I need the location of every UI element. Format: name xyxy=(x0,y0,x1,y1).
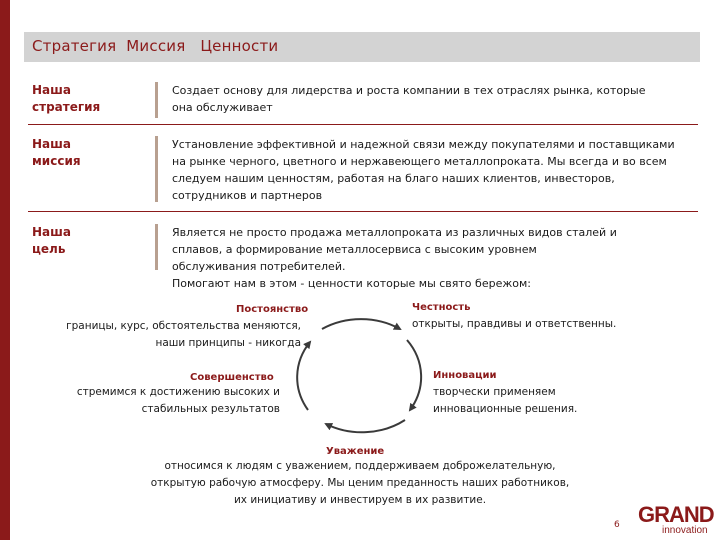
value-text-line: открытую рабочую атмосферу. Мы ценим преданность наших работников, xyxy=(150,477,570,489)
strategy-label-line2: стратегия xyxy=(32,100,101,114)
value-innovation-text xyxy=(433,384,577,418)
value-text-line: наши принципы - никогда xyxy=(155,337,301,349)
mission-label-line2: миссия xyxy=(32,154,81,168)
goal-text-line: Помогают нам в этом - ценности которые мы свято бережом: xyxy=(172,277,531,290)
value-text-line: стремимся к достижению высоких и xyxy=(76,386,280,398)
goal-text-line: Является не просто продажа металлопроката из различных видов сталей и xyxy=(172,226,617,239)
goal-text-line: обслуживания потребителей. xyxy=(172,260,346,273)
cycle-arrow-right xyxy=(407,340,421,410)
goal-label-line2: цель xyxy=(32,242,66,256)
strategy-text-line: Создает основу для лидерства и роста компании в тех отраслях рынка, которые xyxy=(172,84,646,97)
value-honesty-text xyxy=(412,316,616,333)
goal-text-line: сплавов, а формирование металлосервиса с высоким уровнем xyxy=(172,243,537,256)
mission-label-line1: Наша xyxy=(32,137,71,151)
mission-text-line: на рынке черного, цветного и нержавеющего металлопроката. Мы всегда и во всем xyxy=(172,155,667,168)
mission-text-line: следуем нашим ценностям, работая на благо наших клиентов, инвесторов, xyxy=(172,172,615,185)
cycle-arrow-top xyxy=(322,319,400,329)
logo-brand: GRAND xyxy=(638,502,714,527)
value-text-line: инновационные решения. xyxy=(433,403,578,415)
value-constancy-title: Постоянство xyxy=(236,304,309,315)
value-text-line: открыты, правдивы и ответственны. xyxy=(412,318,617,330)
value-honesty-title: Честность xyxy=(412,302,471,313)
slide-title: Стратегия Миссия Ценности xyxy=(32,37,279,55)
value-innovation-title: Инновации xyxy=(433,370,497,381)
cycle-arrow-bottom xyxy=(326,420,405,432)
value-text-line: стабильных результатов xyxy=(141,403,280,415)
value-text-line: относимся к людям с уважением, поддерживаем доброжелательную, xyxy=(164,460,556,472)
mission-text-line: сотрудников и партнеров xyxy=(172,189,323,202)
logo-sub: innovation xyxy=(662,525,708,536)
value-constancy-text xyxy=(66,318,301,352)
value-perfection-title: Совершенство xyxy=(190,372,274,383)
grand-logo xyxy=(636,500,716,536)
value-perfection-text xyxy=(77,384,280,418)
value-respect-text xyxy=(110,458,610,509)
value-text-line: их инициативу и инвестируем в их развитие. xyxy=(233,494,487,506)
mission-text-line: Установление эффективной и надежной связи между покупателями и поставщиками xyxy=(172,138,675,151)
value-text-line: творчески применяем xyxy=(433,386,556,398)
strategy-text-line: она обслуживает xyxy=(172,101,273,114)
page-number: 6 xyxy=(614,520,620,530)
goal-label-line1: Наша xyxy=(32,225,71,239)
strategy-label-line1: Наша xyxy=(32,83,71,97)
value-respect-title: Уважение xyxy=(326,446,385,457)
cycle-arrow-left xyxy=(297,342,310,410)
value-text-line: границы, курс, обстоятельства меняются, xyxy=(66,320,301,332)
